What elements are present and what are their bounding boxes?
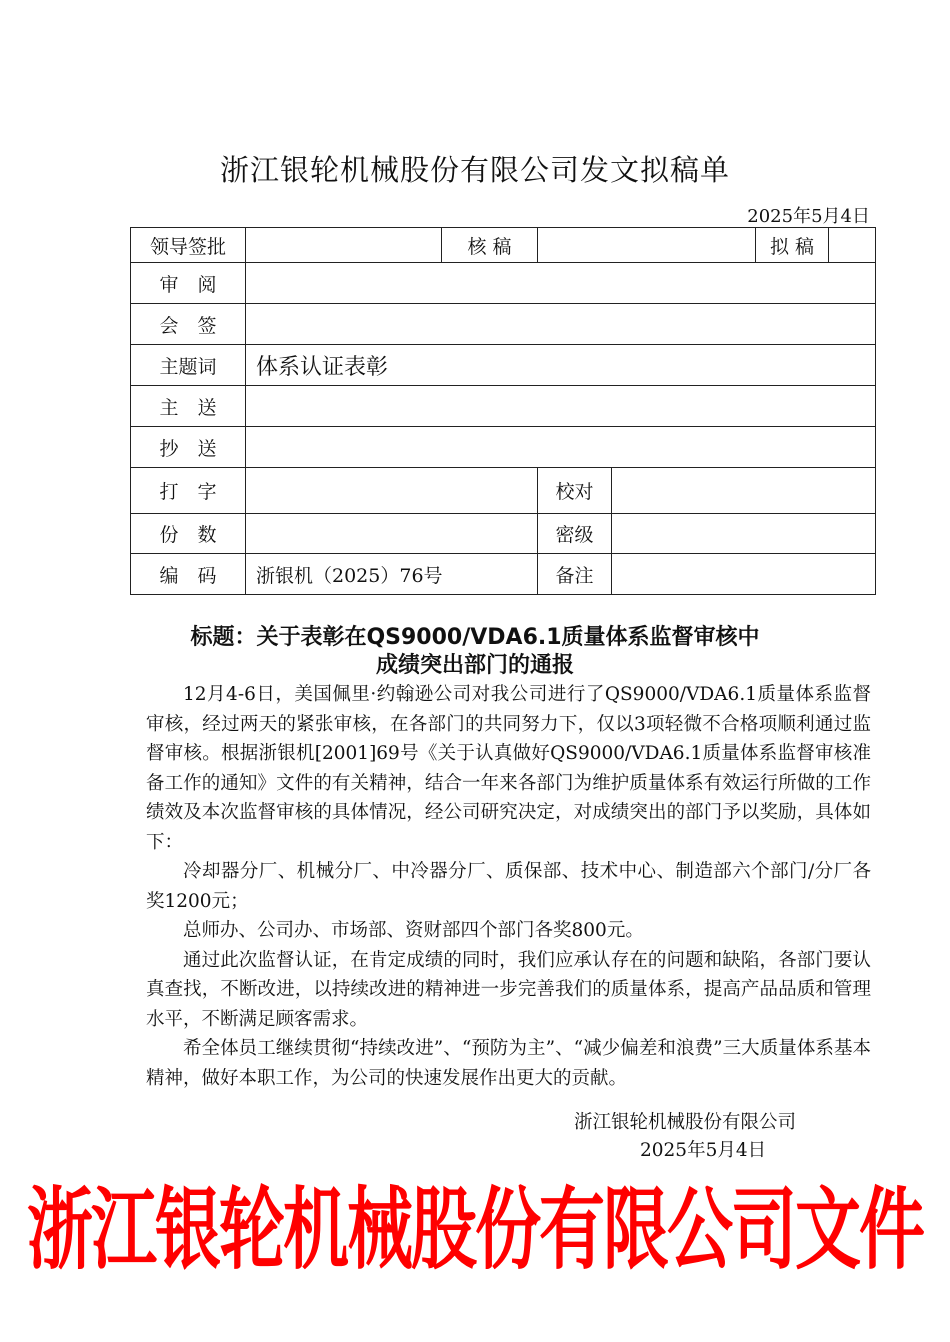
code-label: 编 码 (131, 554, 246, 595)
review-field[interactable] (538, 228, 756, 263)
document-title (0, 624, 950, 680)
proofread-field[interactable] (612, 468, 876, 514)
leader-approval-field[interactable] (246, 228, 442, 263)
proofread-label: 校对 (538, 468, 612, 514)
form-row-to (131, 386, 876, 427)
form-row-code (131, 554, 876, 595)
cosign-label: 会 签 (131, 304, 246, 345)
body-paragraph: 通过此次监督认证，在肯定成绩的同时，我们应承认存在的问题和缺陷，各部门要认真查找，不断改进，以持续改进的精神进一步完善我们的质量体系，提高产品品质和管理水平，不断满足顾客需求。 (146, 949, 871, 1030)
remarks-label: 备注 (538, 554, 612, 595)
read-field[interactable] (246, 263, 876, 304)
signature-date: 2025年5月4日 (640, 1140, 767, 1161)
typing-field[interactable] (246, 468, 538, 514)
secrecy-label: 密级 (538, 514, 612, 554)
main-recipient-label: 主 送 (131, 386, 246, 427)
draft-field[interactable] (829, 228, 875, 262)
read-label: 审 阅 (131, 263, 246, 304)
draft-cell (756, 228, 876, 263)
subject-label: 主题词 (131, 345, 246, 386)
form-row-signatures (131, 228, 876, 263)
form-date: 2025年5月4日 (747, 206, 870, 227)
cosign-field[interactable] (246, 304, 876, 345)
form-row-copies (131, 514, 876, 554)
draft-label: 拟 稿 (756, 228, 829, 262)
body-paragraph: 冷却器分厂、机械分厂、中冷器分厂、质保部、技术中心、制造部六个部门/分厂各奖1200元； (146, 861, 871, 912)
copies-field[interactable] (246, 514, 538, 554)
secrecy-field[interactable] (612, 514, 876, 554)
form-row-read (131, 263, 876, 304)
document-title-line1: 标题：关于表彰在QS9000/VDA6.1质量体系监督审核中 (190, 625, 760, 650)
typing-label: 打 字 (131, 468, 246, 514)
body-paragraph: 12月4-6日，美国佩里·约翰逊公司对我公司进行了QS9000/VDA6.1质量体系监督审核，经过两天的紧张审核，在各部门的共同努力下，仅以3项轻微不合格项顺利通过监督审核。根据浙银机[2001]69号《关于认真做好QS9000/VDA6.1质量体系监督审核准备工作的通知》文件的有关精神，结合一年来各部门为维护质量体系有效运行所做的工作绩效及本次监督审核的具体情况，经公司研究决定，对成绩突出的部门予以奖励，具体如下： (146, 684, 871, 853)
body-paragraph: 希全体员工继续贯彻“持续改进”、“预防为主”、“减少偏差和浪费”三大质量体系基本精神，做好本职工作，为公司的快速发展作出更大的贡献。 (146, 1038, 871, 1089)
cc-field[interactable] (246, 427, 876, 468)
form-row-typing (131, 468, 876, 514)
body-paragraph: 总师办、公司办、市场部、资财部四个部门各奖800元。 (183, 920, 644, 941)
main-recipient-field[interactable] (246, 386, 876, 427)
leader-approval-label: 领导签批 (131, 228, 246, 263)
review-label: 核 稿 (442, 228, 538, 263)
signature-company: 浙江银轮机械股份有限公司 (574, 1112, 797, 1133)
document-body (146, 680, 871, 1093)
form-row-cosign (131, 304, 876, 345)
document-title-line2: 成绩突出部门的通报 (375, 653, 574, 678)
form-row-cc (131, 427, 876, 468)
copies-label: 份 数 (131, 514, 246, 554)
code-field[interactable]: 浙银机（2025）76号 (246, 554, 538, 595)
draft-form-table (130, 227, 876, 595)
cc-label: 抄 送 (131, 427, 246, 468)
red-header-stamp: 浙江银轮机械股份有限公司文件 (27, 1178, 923, 1283)
form-title: 浙江银轮机械股份有限公司发文拟稿单 (219, 153, 730, 187)
remarks-field[interactable] (612, 554, 876, 595)
subject-field[interactable]: 体系认证表彰 (246, 345, 876, 386)
form-row-subject (131, 345, 876, 386)
